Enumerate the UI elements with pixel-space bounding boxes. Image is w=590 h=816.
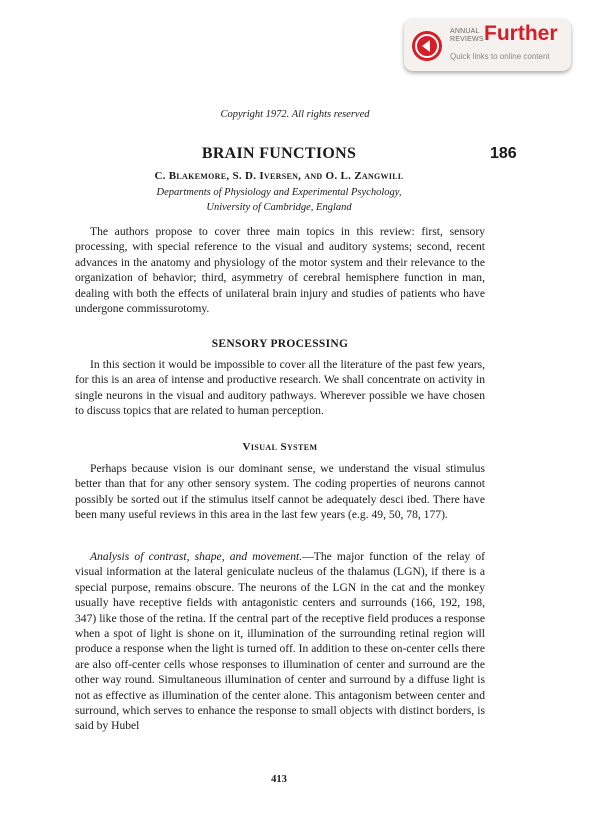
further-label: Further <box>484 22 558 45</box>
subsection-heading: Visual System <box>242 441 318 453</box>
affiliation-line-1: Departments of Physiology and Experimental Psychology, <box>156 187 402 198</box>
copyright-notice: Copyright 1972. All rights reserved <box>220 109 370 120</box>
chapter-number: 186 <box>490 145 517 162</box>
intro-paragraph: The authors propose to cover three main topics in this review: first, sensory processing, with special reference to the visual and auditory systems; second, recent advances in the anatomy and physiology of the motor system and their relevance to the organization of behavior; third, asymmetry of cerebral hemisphere function in man, dealing with both the effects of unilateral brain injury and studies of patients who have undergone commissurotomy. <box>75 225 485 316</box>
article-title: BRAIN FUNCTIONS <box>201 145 357 162</box>
affiliation-line-2: University of Cambridge, England <box>206 202 352 213</box>
section-heading: SENSORY PROCESSING <box>211 338 349 350</box>
topic-paragraph <box>75 549 485 734</box>
further-subtitle: Quick links to online content <box>450 52 550 61</box>
publisher-name: ANNUAL REVIEWS <box>450 28 484 43</box>
further-badge[interactable] <box>404 19 571 71</box>
play-back-icon <box>412 31 442 61</box>
subsection-paragraph: Perhaps because vision is our dominant sense, we understand the visual stimulus better than that for any other sensory system. The coding properties of neurons cannot possibly be sorted out if the stimulus itself cannot be adequately desci ibed. There have been many useful reviews in this area in the last few years (e.g. 49, 50, 78, 177). <box>75 462 485 522</box>
section-paragraph: In this section it would be impossible to cover all the literature of the past few years, for this is an area of intense and productive research. We shall concentrate on activity in single neurons in the visual and auditory pathways. Wherever possible we have chosen to discuss topics that are related to human perception. <box>75 358 485 418</box>
topic-lead: Analysis of contrast, shape, and movement. <box>90 550 303 563</box>
page-number: 413 <box>271 774 287 785</box>
author-list: C. Blakemore, S. D. Iversen, and O. L. Zangwill <box>154 170 404 182</box>
topic-text: —The major function of the relay of visual information at the lateral geniculate nucleus of the thalamus (LGN), if there is a special purpose, remains obscure. The neurons of the LGN in the cat and the monkey usually have receptive fields with antagonistic centers and surrounds (166, 192, 198, 347) like those of the retina. If the central part of the receptive field produces a response when a spot of light is shone on it, illumination of the surrounding retinal region will produce a response when the light is turned off. In addition to these on-center cells there are also off-center cells whose responses to illumination of center and surround are the other way round. Simultaneous illumination of center and surround by a diffuse light is not as effective as illumination of the center alone. This antagonism between center and surround, which serves to enhance the response to small objects with distinct borders, is said by Hubel <box>75 550 485 733</box>
